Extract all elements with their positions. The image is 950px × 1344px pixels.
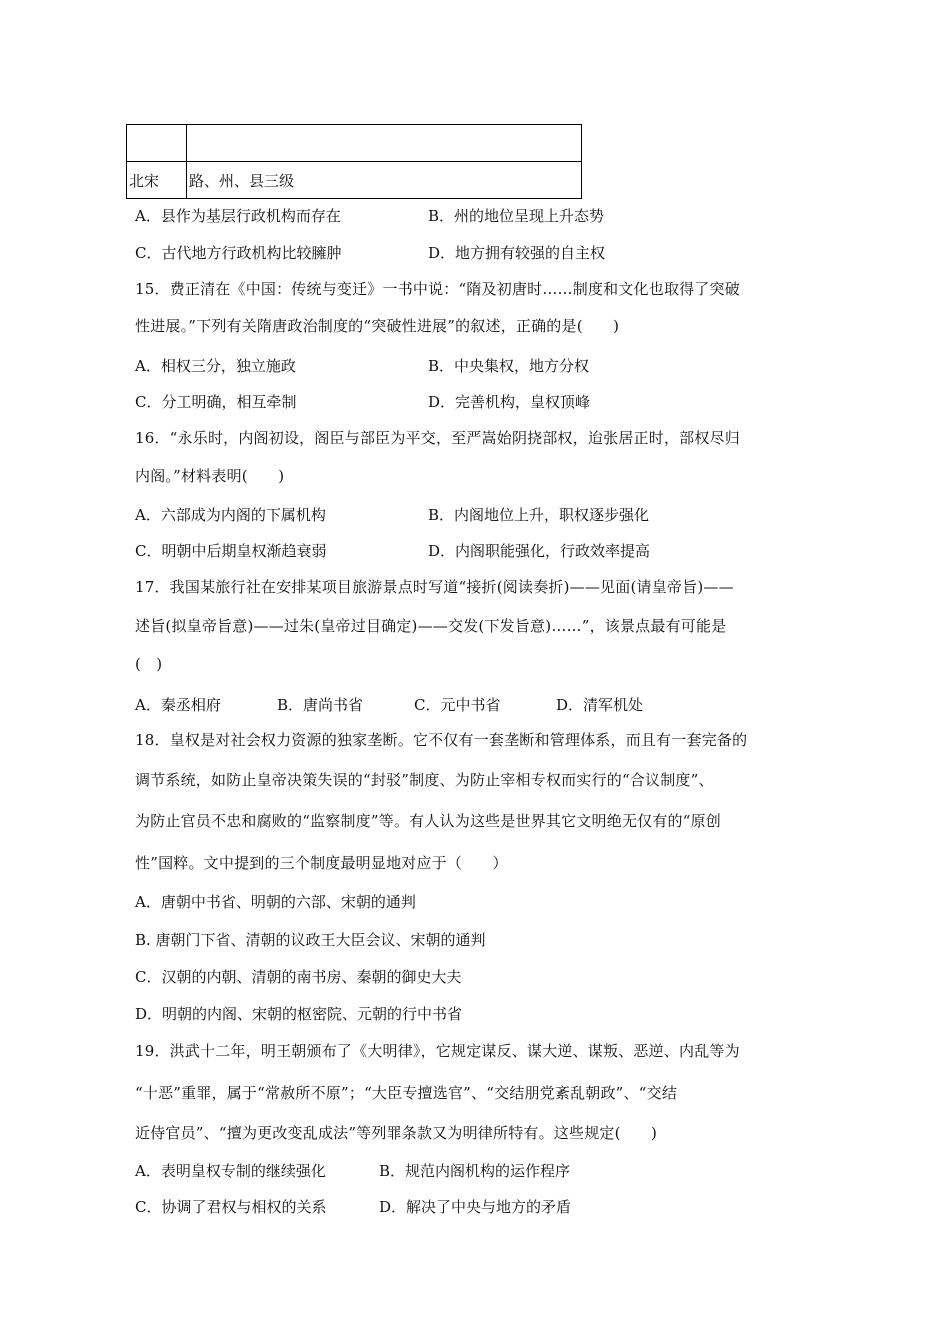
q19-option-b: B．规范内阁机构的运作程序 — [379, 1162, 571, 1180]
q18-stem-line-2: 调节系统，如防止皇帝决策失误的“封驳”制度、为防止宰相专权而实行的“合议制度”、 — [135, 771, 714, 789]
q15-stem-line-2: 性进展。”下列有关隋唐政治制度的“突破性进展”的叙述，正确的是( ) — [135, 317, 620, 335]
q18-stem-line-4: 性”国粹。文中提到的三个制度最明显地对应于（ ） — [135, 854, 508, 872]
q19-option-d: D．解决了中央与地方的矛盾 — [379, 1198, 572, 1216]
q19-option-c: C．协调了君权与相权的关系 — [135, 1198, 327, 1216]
q15-option-a: A．相权三分，独立施政 — [135, 357, 296, 375]
q15-option-b: B．中央集权，地方分权 — [428, 357, 590, 375]
q18-stem-line-1: 18．皇权是对社会权力资源的独家垄断。它不仅有一套垄断和管理体系，而且有一套完备的 — [135, 731, 748, 749]
q17-stem-line-1: 17．我国某旅行社在安排某项目旅游景点时写道“接折(阅读奏折)——见面(请皇帝旨)—— — [135, 578, 734, 596]
q16-option-c: C．明朝中后期皇权渐趋衰弱 — [135, 542, 327, 560]
q18-option-d: D．明朝的内阁、宋朝的枢密院、元朝的行中书省 — [135, 1005, 463, 1023]
table-cell-dynasty: 北宋 — [127, 162, 187, 199]
q14-option-b: B．州的地位呈现上升态势 — [428, 207, 605, 225]
q17-option-c: C．元中书省 — [414, 696, 501, 714]
table-cell-levels: 路、州、县三级 — [187, 162, 582, 199]
q18-option-a: A．唐朝中书省、明朝的六部、宋朝的通判 — [135, 893, 416, 911]
q16-option-b: B．内阁地位上升，职权逐步强化 — [428, 506, 650, 524]
table-row — [127, 125, 582, 162]
q16-stem-line-1: 16．“永乐时，内阁初设，阁臣与部臣为平交，至严嵩始阴挠部权，迨张居正时，部权尽归 — [135, 429, 740, 447]
q19-stem-line-3: 近侍官员”、“擅为更改变乱成法”等列罪条款又为明律所特有。这些规定( ) — [135, 1124, 658, 1142]
administrative-levels-table — [126, 124, 582, 199]
q17-option-d: D．清军机处 — [556, 696, 644, 714]
q17-stem-line-2: 述旨(拟皇帝旨意)——过朱(皇帝过目确定)——交发(下发旨意)……”，该景点最有可能是 — [135, 617, 727, 635]
q14-option-c: C．古代地方行政机构比较臃肿 — [135, 244, 342, 262]
q14-option-d: D．地方拥有较强的自主权 — [428, 244, 606, 262]
q15-stem-line-1: 15．费正清在《中国：传统与变迁》一书中说：“隋及初唐时……制度和文化也取得了突破 — [135, 280, 740, 298]
q19-stem-line-1: 19．洪武十二年，明王朝颁布了《大明律》，它规定谋反、谋大逆、谋叛、恶逆、内乱等为 — [135, 1042, 740, 1060]
table-row — [127, 162, 582, 199]
q17-stem-line-3: ( ) — [135, 655, 163, 673]
table-cell — [127, 125, 187, 162]
q16-option-a: A．六部成为内阁的下属机构 — [135, 506, 326, 524]
q15-option-c: C．分工明确，相互牵制 — [135, 393, 297, 411]
q19-stem-line-2: “十恶”重罪，属于“常赦所不原”；“大臣专擅选官”、“交结朋党紊乱朝政”、“交结 — [135, 1084, 678, 1102]
q14-option-a: A．县作为基层行政机构而存在 — [135, 207, 341, 225]
q18-option-c: C．汉朝的内朝、清朝的南书房、秦朝的御史大夫 — [135, 968, 462, 986]
q17-option-a: A．秦丞相府 — [135, 696, 221, 714]
q17-option-b: B．唐尚书省 — [277, 696, 364, 714]
q16-stem-line-2: 内阁。”材料表明( ) — [135, 467, 285, 485]
q18-option-b: B. 唐朝门下省、清朝的议政王大臣会议、宋朝的通判 — [135, 931, 486, 949]
q18-stem-line-3: 为防止官员不忠和腐败的“监察制度”等。有人认为这些是世界其它文明绝无仅有的“原创 — [135, 812, 722, 830]
q16-option-d: D．内阁职能强化，行政效率提高 — [428, 542, 651, 560]
q19-option-a: A．表明皇权专制的继续强化 — [135, 1162, 326, 1180]
q15-option-d: D．完善机构，皇权顶峰 — [428, 393, 591, 411]
table-cell — [187, 125, 582, 162]
